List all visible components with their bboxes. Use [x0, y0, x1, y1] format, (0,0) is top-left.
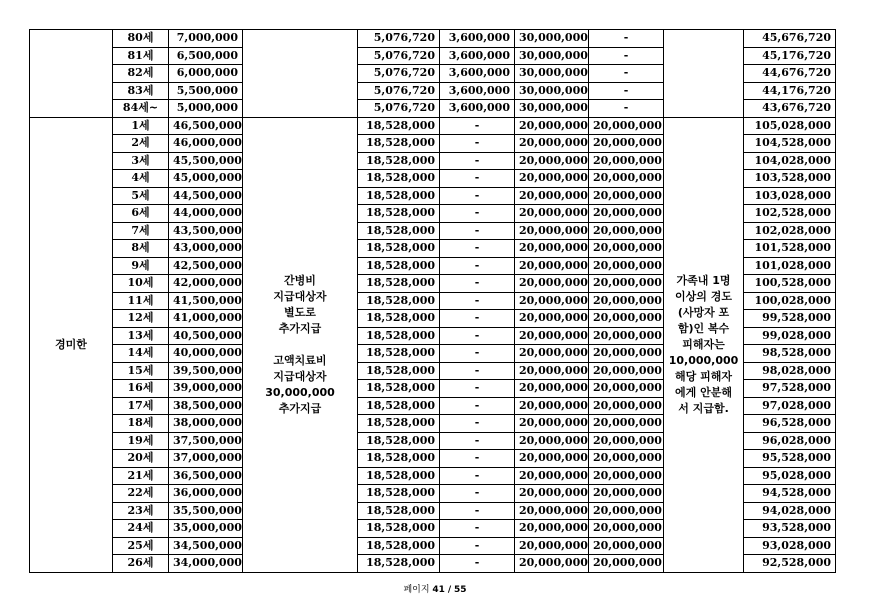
total-cell: 100,528,000 [744, 275, 836, 293]
note-line: 지급대상자 [273, 369, 327, 383]
table-row [30, 30, 836, 48]
amount-cell: 18,528,000 [358, 135, 440, 153]
total-cell: 104,028,000 [744, 152, 836, 170]
amount-cell: 6,000,000 [169, 65, 243, 83]
amount-cell: 20,000,000 [515, 117, 589, 135]
amount-cell: 20,000,000 [589, 362, 664, 380]
amount-cell: 20,000,000 [515, 432, 589, 450]
amount-cell: 20,000,000 [589, 380, 664, 398]
page-footer [0, 582, 870, 595]
age-cell: 22세 [113, 485, 169, 503]
amount-cell: 20,000,000 [515, 240, 589, 258]
age-cell: 16세 [113, 380, 169, 398]
amount-cell: - [440, 467, 515, 485]
total-cell: 96,028,000 [744, 432, 836, 450]
amount-cell: 18,528,000 [358, 467, 440, 485]
amount-cell: 5,076,720 [358, 100, 440, 118]
amount-cell: 20,000,000 [589, 117, 664, 135]
amount-cell: 18,528,000 [358, 520, 440, 538]
amount-cell: 18,528,000 [358, 415, 440, 433]
total-cell: 100,028,000 [744, 292, 836, 310]
age-cell: 7세 [113, 222, 169, 240]
note-line: 이상의 경도 [675, 289, 732, 303]
amount-cell: - [440, 520, 515, 538]
amount-cell: 34,000,000 [169, 555, 243, 573]
amount-cell: 3,600,000 [440, 82, 515, 100]
amount-cell: 18,528,000 [358, 397, 440, 415]
amount-cell: - [440, 205, 515, 223]
table-row [30, 117, 836, 135]
note-line: 해당 피해자 [675, 369, 732, 383]
amount-cell: - [440, 292, 515, 310]
amount-cell: 18,528,000 [358, 380, 440, 398]
amount-cell: 5,000,000 [169, 100, 243, 118]
amount-cell: 20,000,000 [589, 135, 664, 153]
amount-cell: 41,500,000 [169, 292, 243, 310]
amount-cell: - [440, 135, 515, 153]
total-cell: 93,028,000 [744, 537, 836, 555]
amount-cell: 20,000,000 [589, 222, 664, 240]
age-cell: 11세 [113, 292, 169, 310]
amount-cell: 20,000,000 [589, 397, 664, 415]
amount-cell: 5,076,720 [358, 82, 440, 100]
note-line: 에게 안분해 [675, 385, 732, 399]
amount-cell: - [440, 152, 515, 170]
amount-cell: 44,000,000 [169, 205, 243, 223]
amount-cell: 43,000,000 [169, 240, 243, 258]
amount-cell: 20,000,000 [515, 450, 589, 468]
amount-cell: - [589, 65, 664, 83]
amount-cell: - [440, 485, 515, 503]
amount-cell: 7,000,000 [169, 30, 243, 48]
amount-cell: 43,500,000 [169, 222, 243, 240]
amount-cell: 18,528,000 [358, 345, 440, 363]
amount-cell: 3,600,000 [440, 65, 515, 83]
total-cell: 97,028,000 [744, 397, 836, 415]
age-cell: 82세 [113, 65, 169, 83]
amount-cell: 20,000,000 [515, 310, 589, 328]
note-line: 서 지급함. [678, 401, 729, 415]
total-cell: 102,528,000 [744, 205, 836, 223]
amount-cell: 30,000,000 [515, 65, 589, 83]
amount-cell: 20,000,000 [515, 502, 589, 520]
age-cell: 25세 [113, 537, 169, 555]
amount-cell: 20,000,000 [515, 380, 589, 398]
amount-cell: 20,000,000 [515, 275, 589, 293]
amount-cell: 5,076,720 [358, 47, 440, 65]
total-cell: 45,676,720 [744, 30, 836, 48]
amount-cell: 39,000,000 [169, 380, 243, 398]
footer-separator: / [447, 585, 452, 595]
amount-cell: 20,000,000 [589, 205, 664, 223]
amount-cell: 20,000,000 [589, 345, 664, 363]
amount-cell: 20,000,000 [515, 537, 589, 555]
total-cell: 101,028,000 [744, 257, 836, 275]
age-cell: 21세 [113, 467, 169, 485]
amount-cell: 46,000,000 [169, 135, 243, 153]
amount-cell: 20,000,000 [589, 555, 664, 573]
total-cell: 92,528,000 [744, 555, 836, 573]
amount-cell: 18,528,000 [358, 292, 440, 310]
total-cell: 95,028,000 [744, 467, 836, 485]
amount-cell: 20,000,000 [515, 222, 589, 240]
age-cell: 2세 [113, 135, 169, 153]
amount-cell: 18,528,000 [358, 502, 440, 520]
amount-cell: 18,528,000 [358, 537, 440, 555]
amount-cell: 3,600,000 [440, 47, 515, 65]
age-cell: 17세 [113, 397, 169, 415]
amount-cell: 20,000,000 [515, 362, 589, 380]
amount-cell: 30,000,000 [515, 30, 589, 48]
total-cell: 99,528,000 [744, 310, 836, 328]
amount-cell: 20,000,000 [589, 467, 664, 485]
amount-cell: 18,528,000 [358, 362, 440, 380]
amount-cell: 36,500,000 [169, 467, 243, 485]
amount-cell: - [440, 187, 515, 205]
amount-cell: 18,528,000 [358, 187, 440, 205]
amount-cell: 3,600,000 [440, 30, 515, 48]
amount-cell: 18,528,000 [358, 152, 440, 170]
total-cell: 96,528,000 [744, 415, 836, 433]
amount-cell: 20,000,000 [589, 485, 664, 503]
note-right [664, 117, 744, 572]
amount-cell: 20,000,000 [589, 170, 664, 188]
amount-cell: 34,500,000 [169, 537, 243, 555]
amount-cell: 40,000,000 [169, 345, 243, 363]
amount-cell: 20,000,000 [589, 275, 664, 293]
amount-cell: 20,000,000 [515, 327, 589, 345]
amount-cell: 6,500,000 [169, 47, 243, 65]
amount-cell: 20,000,000 [589, 187, 664, 205]
total-cell: 102,028,000 [744, 222, 836, 240]
amount-cell: 20,000,000 [589, 520, 664, 538]
total-cell: 105,028,000 [744, 117, 836, 135]
amount-cell: - [440, 327, 515, 345]
amount-cell: - [589, 82, 664, 100]
amount-cell: 5,500,000 [169, 82, 243, 100]
total-cell: 104,528,000 [744, 135, 836, 153]
age-cell: 3세 [113, 152, 169, 170]
total-cell: 94,028,000 [744, 502, 836, 520]
amount-cell: 18,528,000 [358, 205, 440, 223]
age-cell: 81세 [113, 47, 169, 65]
group-cell [30, 30, 113, 118]
note-line: 함)인 복수 [677, 321, 730, 335]
amount-cell: 39,500,000 [169, 362, 243, 380]
amount-cell: 20,000,000 [515, 187, 589, 205]
age-cell: 1세 [113, 117, 169, 135]
total-cell: 98,028,000 [744, 362, 836, 380]
footer-current-page: 41 [432, 585, 445, 595]
amount-cell: 18,528,000 [358, 240, 440, 258]
amount-cell: - [440, 380, 515, 398]
amount-cell: 18,528,000 [358, 170, 440, 188]
amount-cell: 5,076,720 [358, 65, 440, 83]
age-cell: 6세 [113, 205, 169, 223]
age-cell: 18세 [113, 415, 169, 433]
amount-cell: 20,000,000 [515, 170, 589, 188]
amount-cell: 18,528,000 [358, 327, 440, 345]
amount-cell: - [440, 555, 515, 573]
amount-cell: 20,000,000 [589, 257, 664, 275]
note-line: 지급대상자 [273, 289, 327, 303]
amount-cell: 18,528,000 [358, 432, 440, 450]
total-cell: 44,676,720 [744, 65, 836, 83]
total-cell: 103,528,000 [744, 170, 836, 188]
age-cell: 83세 [113, 82, 169, 100]
amount-cell: 5,076,720 [358, 30, 440, 48]
amount-cell: 20,000,000 [589, 152, 664, 170]
total-cell: 97,528,000 [744, 380, 836, 398]
amount-cell: 35,500,000 [169, 502, 243, 520]
age-cell: 80세 [113, 30, 169, 48]
amount-cell: 45,500,000 [169, 152, 243, 170]
note-line: 10,000,000 [668, 353, 739, 367]
age-cell: 24세 [113, 520, 169, 538]
amount-cell: 45,000,000 [169, 170, 243, 188]
total-cell: 43,676,720 [744, 100, 836, 118]
amount-cell: - [589, 30, 664, 48]
note-line: 간병비 [284, 273, 316, 287]
amount-cell: - [440, 432, 515, 450]
amount-cell: 30,000,000 [515, 100, 589, 118]
amount-cell: 20,000,000 [515, 135, 589, 153]
amount-cell: 18,528,000 [358, 257, 440, 275]
age-cell: 84세~ [113, 100, 169, 118]
amount-cell: 3,600,000 [440, 100, 515, 118]
amount-cell: - [440, 310, 515, 328]
amount-cell: 20,000,000 [589, 450, 664, 468]
note-line: 별도로 [284, 305, 316, 319]
age-cell: 8세 [113, 240, 169, 258]
amount-cell: 20,000,000 [515, 345, 589, 363]
age-cell: 19세 [113, 432, 169, 450]
note-cell [664, 30, 744, 118]
footer-total-pages: 55 [454, 585, 467, 595]
note-line: 고액치료비 [273, 353, 327, 367]
age-cell: 5세 [113, 187, 169, 205]
amount-cell: - [440, 362, 515, 380]
age-cell: 4세 [113, 170, 169, 188]
amount-cell: 20,000,000 [515, 257, 589, 275]
amount-cell: 20,000,000 [589, 432, 664, 450]
amount-cell: 18,528,000 [358, 450, 440, 468]
amount-cell: - [440, 502, 515, 520]
amount-cell: 20,000,000 [589, 502, 664, 520]
amount-cell: - [440, 222, 515, 240]
amount-cell: 37,500,000 [169, 432, 243, 450]
amount-cell: 20,000,000 [515, 292, 589, 310]
amount-cell: 20,000,000 [589, 537, 664, 555]
amount-cell: 20,000,000 [589, 327, 664, 345]
amount-cell: 35,000,000 [169, 520, 243, 538]
age-cell: 15세 [113, 362, 169, 380]
note-line: 가족내 1명 [676, 273, 731, 287]
amount-cell: 38,000,000 [169, 415, 243, 433]
amount-cell: 20,000,000 [515, 152, 589, 170]
compensation-table [29, 29, 836, 573]
total-cell: 94,528,000 [744, 485, 836, 503]
footer-prefix: 페이지 [403, 585, 430, 595]
total-cell: 44,176,720 [744, 82, 836, 100]
amount-cell: 20,000,000 [515, 205, 589, 223]
amount-cell: 30,000,000 [515, 47, 589, 65]
amount-cell: 20,000,000 [589, 415, 664, 433]
note-line: 추가지급 [278, 321, 322, 335]
amount-cell: - [440, 240, 515, 258]
note-cell [243, 30, 358, 118]
amount-cell: 40,500,000 [169, 327, 243, 345]
note-line: 30,000,000 [265, 385, 335, 399]
amount-cell: 20,000,000 [515, 520, 589, 538]
age-cell: 20세 [113, 450, 169, 468]
total-cell: 99,028,000 [744, 327, 836, 345]
note-line: 피해자는 [682, 337, 725, 351]
amount-cell: - [440, 397, 515, 415]
amount-cell: 20,000,000 [515, 415, 589, 433]
amount-cell: 18,528,000 [358, 275, 440, 293]
amount-cell: 42,500,000 [169, 257, 243, 275]
amount-cell: - [440, 170, 515, 188]
total-cell: 95,528,000 [744, 450, 836, 468]
note-line: (사망자 포 [677, 305, 730, 319]
age-cell: 12세 [113, 310, 169, 328]
age-cell: 9세 [113, 257, 169, 275]
amount-cell: - [440, 450, 515, 468]
amount-cell: 20,000,000 [589, 292, 664, 310]
age-cell: 10세 [113, 275, 169, 293]
amount-cell: 20,000,000 [515, 467, 589, 485]
amount-cell: 20,000,000 [515, 397, 589, 415]
amount-cell: 37,000,000 [169, 450, 243, 468]
amount-cell: 20,000,000 [589, 310, 664, 328]
amount-cell: 20,000,000 [515, 555, 589, 573]
amount-cell: - [440, 537, 515, 555]
amount-cell: 42,000,000 [169, 275, 243, 293]
amount-cell: 44,500,000 [169, 187, 243, 205]
amount-cell: - [440, 275, 515, 293]
note-line [247, 337, 353, 353]
amount-cell: 20,000,000 [589, 240, 664, 258]
amount-cell: 46,500,000 [169, 117, 243, 135]
amount-cell: 18,528,000 [358, 117, 440, 135]
amount-cell: 18,528,000 [358, 222, 440, 240]
total-cell: 98,528,000 [744, 345, 836, 363]
total-cell: 45,176,720 [744, 47, 836, 65]
amount-cell: - [589, 47, 664, 65]
amount-cell: - [440, 117, 515, 135]
group-label: 경미한 [30, 117, 113, 572]
amount-cell: 38,500,000 [169, 397, 243, 415]
age-cell: 13세 [113, 327, 169, 345]
age-cell: 26세 [113, 555, 169, 573]
amount-cell: 41,000,000 [169, 310, 243, 328]
age-cell: 23세 [113, 502, 169, 520]
total-cell: 101,528,000 [744, 240, 836, 258]
note-line: 추가지급 [278, 401, 322, 415]
amount-cell: - [440, 345, 515, 363]
age-cell: 14세 [113, 345, 169, 363]
amount-cell: 36,000,000 [169, 485, 243, 503]
total-cell: 103,028,000 [744, 187, 836, 205]
amount-cell: 18,528,000 [358, 485, 440, 503]
total-cell: 93,528,000 [744, 520, 836, 538]
amount-cell: 20,000,000 [515, 485, 589, 503]
amount-cell: - [440, 415, 515, 433]
note-left [243, 117, 358, 572]
amount-cell: 30,000,000 [515, 82, 589, 100]
amount-cell: - [440, 257, 515, 275]
amount-cell: - [589, 100, 664, 118]
amount-cell: 18,528,000 [358, 555, 440, 573]
amount-cell: 18,528,000 [358, 310, 440, 328]
